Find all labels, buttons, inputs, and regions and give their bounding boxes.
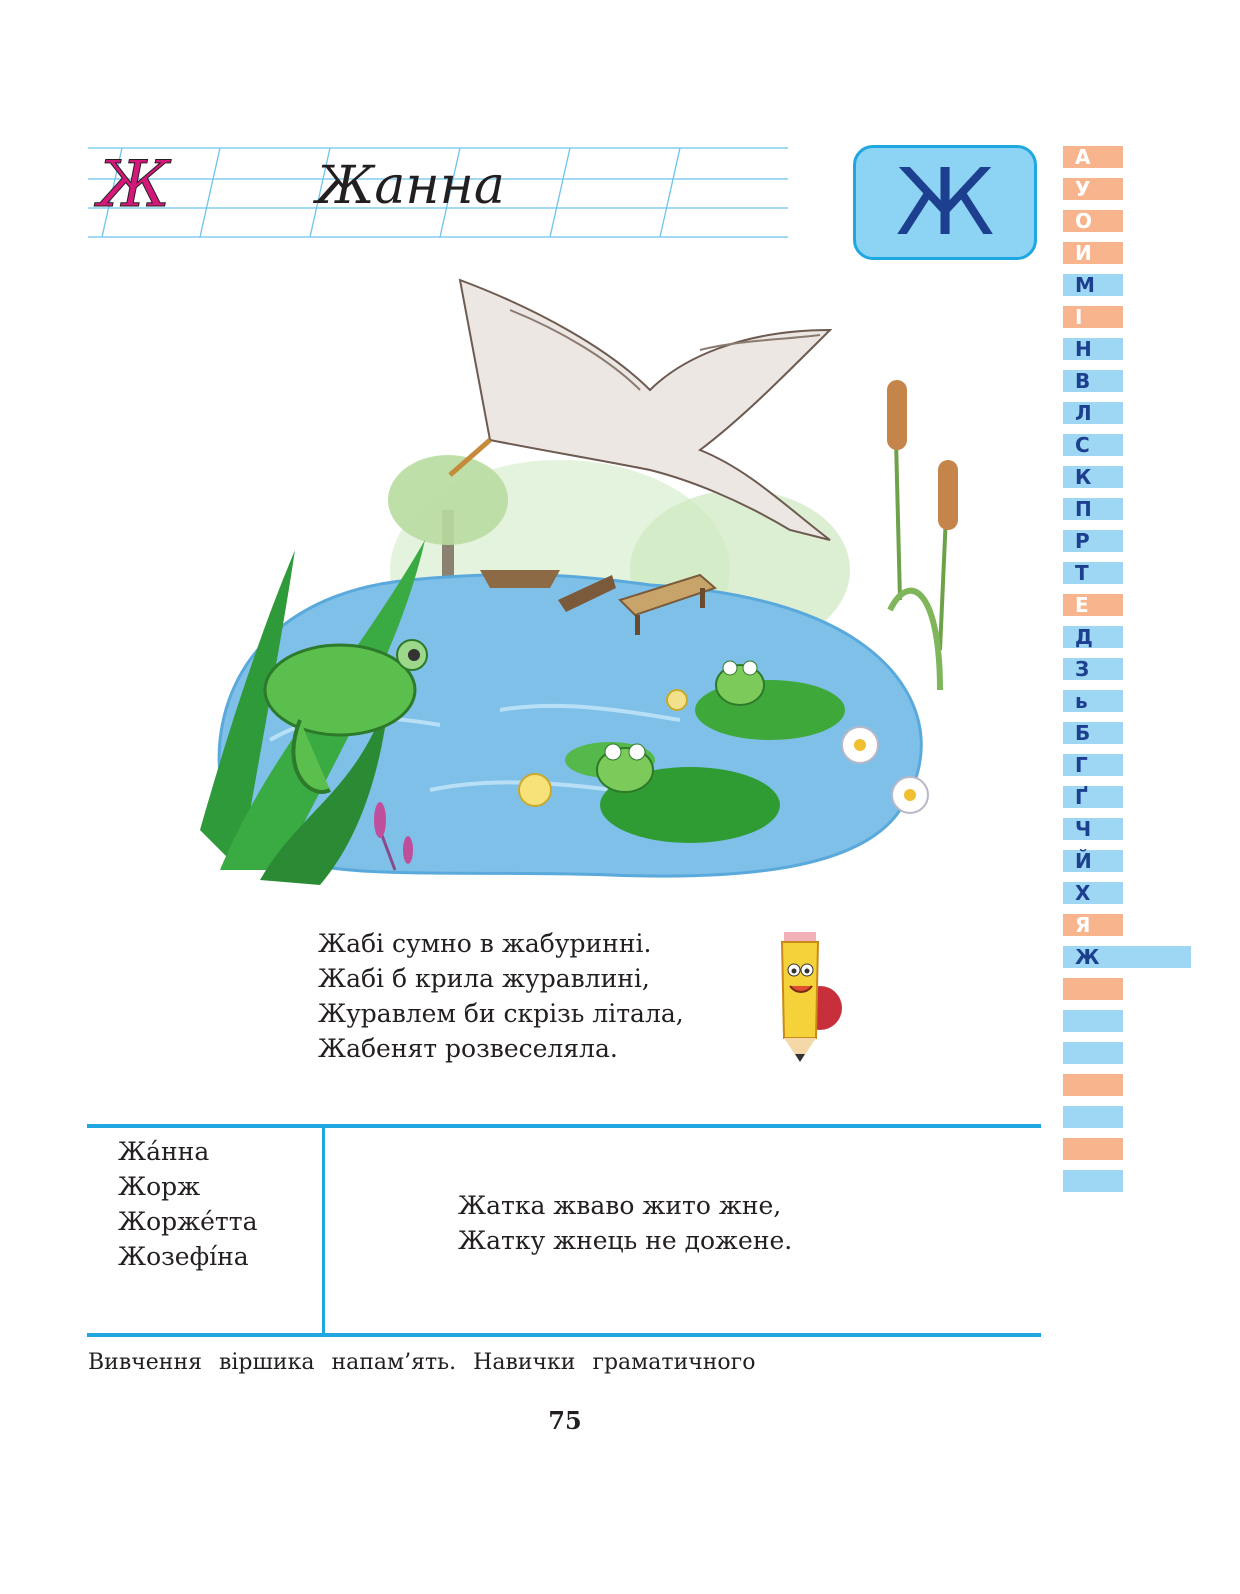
alphabet-tab[interactable]: Г: [1063, 754, 1123, 776]
alphabet-tab[interactable]: З: [1063, 658, 1123, 680]
alphabet-tab[interactable]: [1063, 1138, 1123, 1160]
table-bottom-rule: [87, 1333, 1041, 1337]
name-item: Жорж: [118, 1172, 201, 1201]
alphabet-tab[interactable]: П: [1063, 498, 1123, 520]
poem-line: Жабенят розвеселяла.: [318, 1034, 618, 1063]
tongue-twister-line: Жатку жнець не дожене.: [458, 1226, 793, 1255]
alphabet-tab[interactable]: Б: [1063, 722, 1123, 744]
alphabet-tab[interactable]: [1063, 1042, 1123, 1064]
names-list: [118, 1134, 258, 1274]
alphabet-tab[interactable]: Ч: [1063, 818, 1123, 840]
alphabet-tab[interactable]: Р: [1063, 530, 1123, 552]
poem-line: Жабі сумно в жабуринні.: [318, 929, 652, 958]
poem-line: Жабі б крила журавлині,: [318, 964, 650, 993]
alphabet-tab[interactable]: Ж: [1063, 946, 1191, 968]
table-top-rule: [87, 1124, 1041, 1128]
alphabet-tab[interactable]: Х: [1063, 882, 1123, 904]
alphabet-tab[interactable]: Й: [1063, 850, 1123, 872]
pencil-mascot-icon: [770, 918, 848, 1064]
alphabet-tab[interactable]: О: [1063, 210, 1123, 232]
name-item: Жозефі́на: [118, 1242, 249, 1271]
handwriting-strip: [88, 146, 788, 241]
letter-card: [853, 145, 1037, 260]
name-item: Жорже́тта: [118, 1207, 258, 1236]
cursive-capital-letter: Ж: [98, 148, 168, 222]
tongue-twister-line: Жатка жваво жито жне,: [458, 1191, 782, 1220]
alphabet-tab[interactable]: [1063, 1010, 1123, 1032]
cattail-icon: [887, 380, 958, 690]
alphabet-tab[interactable]: И: [1063, 242, 1123, 264]
letter-card-letter: Ж: [895, 148, 995, 256]
alphabet-tab[interactable]: ь: [1063, 690, 1123, 712]
poem-line: Журавлем би скрізь літала,: [318, 999, 684, 1028]
alphabet-tab[interactable]: І: [1063, 306, 1123, 328]
name-item: Жа́нна: [118, 1137, 210, 1166]
alphabet-tab[interactable]: Н: [1063, 338, 1123, 360]
alphabet-tab[interactable]: М: [1063, 274, 1123, 296]
alphabet-strip: [1063, 146, 1123, 1202]
alphabet-tab[interactable]: Ґ: [1063, 786, 1123, 808]
page-number: 75: [548, 1406, 582, 1435]
alphabet-tab[interactable]: Д: [1063, 626, 1123, 648]
table-column-divider: [322, 1126, 325, 1335]
alphabet-tab[interactable]: К: [1063, 466, 1123, 488]
pond-illustration: [180, 270, 980, 910]
alphabet-tab[interactable]: [1063, 1106, 1123, 1128]
alphabet-tab[interactable]: [1063, 1170, 1123, 1192]
footer-note: Вивчення віршика напам’ять. Навички граматичного: [88, 1350, 756, 1375]
tongue-twister: [458, 1188, 792, 1258]
alphabet-tab[interactable]: Е: [1063, 594, 1123, 616]
alphabet-tab[interactable]: [1063, 978, 1123, 1000]
alphabet-tab[interactable]: В: [1063, 370, 1123, 392]
alphabet-tab[interactable]: У: [1063, 178, 1123, 200]
cursive-word: Жанна: [316, 156, 505, 216]
alphabet-tab[interactable]: Л: [1063, 402, 1123, 424]
alphabet-tab[interactable]: А: [1063, 146, 1123, 168]
alphabet-tab[interactable]: С: [1063, 434, 1123, 456]
alphabet-tab[interactable]: [1063, 1074, 1123, 1096]
poem: [318, 926, 684, 1066]
alphabet-tab[interactable]: Т: [1063, 562, 1123, 584]
alphabet-tab[interactable]: Я: [1063, 914, 1123, 936]
